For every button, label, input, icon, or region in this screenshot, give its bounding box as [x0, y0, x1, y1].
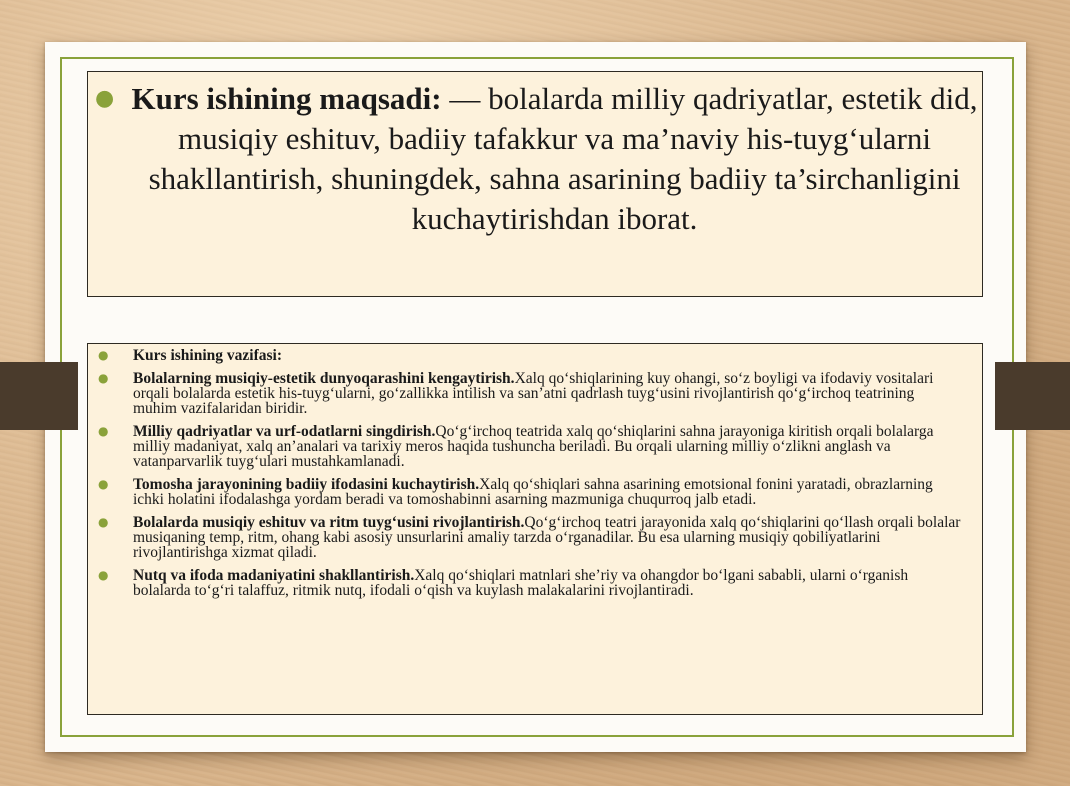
tasks-list	[87, 348, 981, 606]
list-item	[87, 371, 981, 416]
list-item	[87, 348, 981, 363]
list-item-title: Bolalarda musiqiy eshituv va ritm tuyg‘usini rivojlantirish.	[133, 514, 525, 531]
bullet-dot-icon: ●	[98, 348, 109, 362]
list-item-title: Kurs ishining vazifasi:	[133, 347, 282, 364]
list-item	[87, 477, 981, 507]
list-item-text: Qo‘g‘irchoq teatrida xalq qo‘shiqlarini sahna jarayoniga kiritish orqali bolalarga milliy madaniyat, xalq an’analari va tarixiy meros haqida tushuncha beriladi. Bu orqali ularning milliy o‘zlikni anglash va vatanparvarlik tuyg‘ulari mustahkamlanadi.	[133, 423, 934, 470]
list-item-text: Xalq qo‘shiqlari matnlari she’riy va ohangdor bo‘lgani sababli, ularni o‘rganish bolalarda to‘g‘ri talaffuz, ritmik nutq, ifodali o‘qish va kuylash malakalarini rivojlantiradi.	[133, 567, 909, 599]
list-item-title: Milliy qadriyatlar va urf-odatlarni singdirish.	[133, 423, 436, 440]
list-item-text: Xalq qo‘shiqlari sahna asarining emotsional fonini yaratadi, obrazlarning ichki holatini ifodalashga yordam beradi va tomoshabinni asarning mazmuniga chuqurroq jalb etadi.	[133, 476, 933, 508]
list-item-title: Bolalarning musiqiy-estetik dunyoqarashini kengaytirish.	[133, 370, 515, 387]
goal-description: — bolalarda milliy qadriyatlar, estetik did, musiqiy eshituv, badiiy tafakkur va ma’naviy his-tuyg‘ularni shakllantirish, shuningdek, sahna asarining badiiy ta’sirchanligini kuchaytirishdan iborat.	[148, 81, 978, 236]
bullet-dot-icon: ●	[98, 515, 109, 529]
goal-paragraph	[127, 79, 982, 239]
bullet-dot-icon: ●	[95, 86, 115, 111]
bullet-dot-icon: ●	[98, 371, 109, 385]
list-item	[87, 424, 981, 469]
list-item-text: Xalq qo‘shiqlarining kuy ohangi, so‘z boyligi va ifodaviy vositalari orqali bolalarda estetik his-tuyg‘ularni, go‘zallikka intilish va san’atni qadrlash tuyg‘usini rivojlantirish qo‘g‘irchoq teatrining muhim vazifalaridan biridir.	[133, 370, 934, 417]
list-item-title: Nutq va ifoda madaniyatini shakllantirish.	[133, 567, 415, 584]
bullet-dot-icon: ●	[98, 568, 109, 582]
goal-title: Kurs ishining maqsadi:	[131, 81, 442, 116]
list-item-text: Qo‘g‘irchoq teatri jarayonida xalq qo‘shiqlarini qo‘llash orqali bolalar musiqaning temp, ritm, ohang kabi asosiy unsurlarini amaliy tarzda o‘rganadilar. Bu esa ularning musiqiy qobiliyatlarini rivojlantirishga xizmat qiladi.	[133, 514, 961, 561]
bullet-dot-icon: ●	[98, 424, 109, 438]
list-item-title: Tomosha jarayonining badiiy ifodasini kuchaytirish.	[133, 476, 480, 493]
bullet-dot-icon: ●	[98, 477, 109, 491]
right-tab-decoration	[995, 362, 1070, 430]
left-tab-decoration	[0, 362, 78, 430]
list-item	[87, 515, 981, 560]
list-item	[87, 568, 981, 598]
